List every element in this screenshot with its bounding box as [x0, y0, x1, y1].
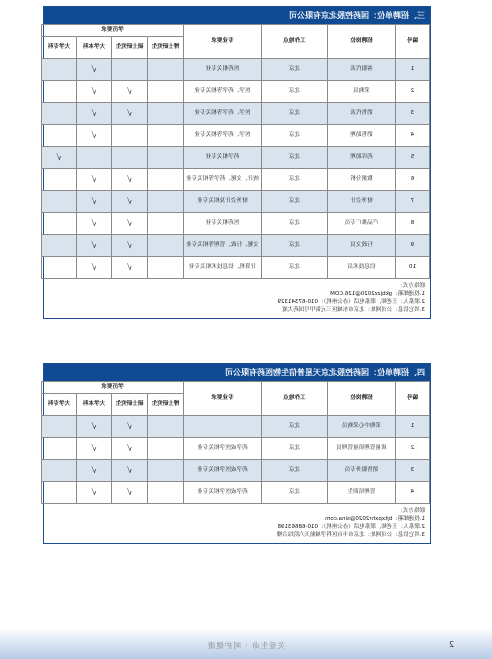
col-header-phd: 博士研究生 — [148, 37, 184, 59]
cell-no: 8 — [396, 213, 430, 235]
cell-position: 销售代表 — [328, 103, 396, 125]
cell-major: 医学、药学等相关专业 — [184, 81, 262, 103]
cell-location: 北京 — [262, 460, 328, 482]
cell-no: 4 — [396, 482, 430, 504]
cell-phd — [148, 125, 184, 147]
table-row — [41, 235, 429, 257]
cell-bachelor: √ — [77, 81, 112, 103]
cell-phd — [148, 416, 184, 438]
cell-major: 药学或医学相关专业 — [184, 438, 262, 460]
cell-no: 4 — [396, 125, 430, 147]
cell-no: 1 — [396, 416, 430, 438]
table-row — [41, 460, 429, 482]
cell-phd — [148, 257, 184, 279]
cell-location: 北京 — [262, 81, 328, 103]
cell-bachelor: √ — [77, 125, 112, 147]
cell-bachelor: √ — [77, 416, 112, 438]
col-header-education: 学历要求 — [41, 25, 183, 37]
cell-college — [41, 235, 76, 257]
cell-college — [41, 257, 76, 279]
table-row — [41, 59, 429, 81]
cell-phd — [148, 81, 184, 103]
table-row — [41, 416, 429, 438]
cell-major: 药学或医学相关专业 — [184, 482, 262, 504]
col-header-position: 招聘岗位 — [328, 382, 396, 416]
recruitment-section-3 — [43, 6, 431, 319]
cell-bachelor: √ — [77, 460, 112, 482]
cell-master — [112, 147, 148, 169]
cell-position: 产品推广专员 — [328, 213, 396, 235]
cell-major: 药学或医学相关专业 — [184, 460, 262, 482]
cell-college — [41, 213, 76, 235]
cell-location: 北京 — [262, 191, 328, 213]
table-row — [41, 147, 429, 169]
cell-location: 北京 — [262, 169, 328, 191]
contact-line: 3.其它信息：公司网址：北京市东城区三元街甲号国药大厦 — [282, 307, 425, 313]
cell-phd — [148, 235, 184, 257]
cell-no: 1 — [396, 59, 430, 81]
cell-position: 信息技术员 — [328, 257, 396, 279]
cell-location: 北京 — [262, 125, 328, 147]
cell-college — [41, 59, 76, 81]
cell-major: 医药相关专业 — [184, 213, 262, 235]
cell-college — [41, 81, 76, 103]
table-row — [41, 169, 429, 191]
cell-master — [112, 125, 148, 147]
table-row — [41, 213, 429, 235]
col-header-master: 硕士研究生 — [112, 394, 148, 416]
cell-position: 财务会计 — [328, 191, 396, 213]
footer-slogan: 关爱生命 · 呵护健康 — [206, 641, 286, 650]
cell-master: √ — [112, 235, 148, 257]
cell-college — [41, 460, 76, 482]
cell-master: √ — [112, 81, 148, 103]
cell-master: √ — [112, 191, 148, 213]
cell-position: 质量管理质量管理员 — [328, 438, 396, 460]
cell-master: √ — [112, 257, 148, 279]
contact-line: 联络方式： — [397, 508, 425, 514]
table-row — [41, 103, 429, 125]
cell-master: √ — [112, 103, 148, 125]
col-header-position: 招聘岗位 — [328, 25, 396, 59]
cell-college — [41, 103, 76, 125]
contact-line: 3.其它信息：公司网址：北京市丰台区科学城航天六院综合楼 — [276, 532, 425, 538]
cell-location: 北京 — [262, 59, 328, 81]
col-header-college: 大学专科 — [41, 37, 76, 59]
cell-major: 药学相关专业 — [184, 147, 262, 169]
cell-major: 统计、文秘、药学等相关专业 — [184, 169, 262, 191]
cell-college — [41, 416, 76, 438]
table-row — [41, 257, 429, 279]
cell-phd — [148, 438, 184, 460]
cell-phd — [148, 59, 184, 81]
cell-position: 数据分析 — [328, 169, 396, 191]
contact-line: 1.投递邮箱：bjtxpxhr2020@sina.com — [325, 516, 425, 522]
contact-info — [44, 279, 430, 318]
cell-position: 客服代表 — [328, 59, 396, 81]
cell-major: 财务会计及相关专业 — [184, 191, 262, 213]
section-title: 四、招聘单位：国药控股北京天星普信生物医药有限公司 — [44, 364, 430, 381]
cell-position: 药库助理 — [328, 147, 396, 169]
cell-college: √ — [41, 147, 76, 169]
col-header-phd: 博士研究生 — [148, 394, 184, 416]
cell-bachelor: √ — [77, 169, 112, 191]
cell-no: 2 — [396, 81, 430, 103]
cell-location: 北京 — [262, 482, 328, 504]
page-number: 2 — [448, 640, 454, 649]
cell-college — [41, 482, 76, 504]
col-header-major: 专业要求 — [184, 382, 262, 416]
jobs-table — [41, 381, 430, 504]
cell-no: 10 — [396, 257, 430, 279]
cell-position: 管理培训生 — [328, 482, 396, 504]
cell-major — [184, 416, 262, 438]
cell-position: 销售服务专员 — [328, 460, 396, 482]
cell-master: √ — [112, 438, 148, 460]
col-header-bachelor: 大学本科 — [77, 37, 112, 59]
col-header-major: 专业要求 — [184, 25, 262, 59]
cell-master: √ — [112, 213, 148, 235]
cell-master — [112, 59, 148, 81]
cell-bachelor: √ — [77, 191, 112, 213]
cell-phd — [148, 482, 184, 504]
table-row — [41, 191, 429, 213]
table-row — [41, 438, 429, 460]
col-header-college: 大学专科 — [41, 394, 76, 416]
cell-phd — [148, 103, 184, 125]
cell-college — [41, 438, 76, 460]
cell-location: 北京 — [262, 257, 328, 279]
contact-line: 2.联系人：王老师，联系电话（办公座机）：010-67341329 — [277, 299, 425, 305]
col-header-no: 编号 — [396, 25, 430, 59]
cell-location: 北京 — [262, 213, 328, 235]
cell-bachelor — [77, 147, 112, 169]
col-header-master: 硕士研究生 — [112, 37, 148, 59]
contact-line: 2.联系人：王老师，联系电话（办公座机）：010-68663198 — [277, 524, 425, 530]
col-header-no: 编号 — [396, 382, 430, 416]
cell-phd — [148, 191, 184, 213]
cell-master: √ — [112, 482, 148, 504]
cell-position: 采购中心采购员 — [328, 416, 396, 438]
cell-no: 2 — [396, 438, 430, 460]
jobs-table — [41, 24, 430, 279]
contact-line: 1.投递邮箱：gkbjzz2020@126.COM — [330, 291, 425, 297]
cell-no: 3 — [396, 103, 430, 125]
col-header-location: 工作地点 — [262, 25, 328, 59]
cell-master: √ — [112, 169, 148, 191]
cell-phd — [148, 460, 184, 482]
cell-college — [41, 191, 76, 213]
cell-major: 医学、药学等相关专业 — [184, 125, 262, 147]
cell-bachelor: √ — [77, 59, 112, 81]
cell-bachelor: √ — [77, 257, 112, 279]
cell-master: √ — [112, 460, 148, 482]
cell-location: 北京 — [262, 438, 328, 460]
cell-phd — [148, 169, 184, 191]
cell-no: 6 — [396, 169, 430, 191]
contact-info — [44, 504, 430, 543]
cell-major: 文秘、行政、管理等相关专业 — [184, 235, 262, 257]
cell-master: √ — [112, 416, 148, 438]
cell-location: 北京 — [262, 103, 328, 125]
cell-major: 医药相关专业 — [184, 59, 262, 81]
table-row — [41, 81, 429, 103]
cell-position: 采购员 — [328, 81, 396, 103]
cell-bachelor: √ — [77, 213, 112, 235]
cell-bachelor: √ — [77, 482, 112, 504]
cell-no: 5 — [396, 147, 430, 169]
cell-position: 销售助理 — [328, 125, 396, 147]
col-header-education: 学历要求 — [41, 382, 183, 394]
cell-bachelor: √ — [77, 103, 112, 125]
col-header-location: 工作地点 — [262, 382, 328, 416]
col-header-bachelor: 大学本科 — [77, 394, 112, 416]
cell-position: 行政文员 — [328, 235, 396, 257]
cell-phd — [148, 213, 184, 235]
cell-no: 9 — [396, 235, 430, 257]
cell-location: 北京 — [262, 416, 328, 438]
cell-college — [41, 125, 76, 147]
contact-line: 联络方式： — [397, 283, 425, 289]
cell-bachelor: √ — [77, 235, 112, 257]
cell-major: 计算机、信息技术相关专业 — [184, 257, 262, 279]
cell-no: 7 — [396, 191, 430, 213]
table-row — [41, 482, 429, 504]
cell-location: 北京 — [262, 147, 328, 169]
cell-location: 北京 — [262, 235, 328, 257]
recruitment-section-4 — [43, 363, 431, 544]
cell-no: 3 — [396, 460, 430, 482]
table-row — [41, 125, 429, 147]
cell-bachelor: √ — [77, 438, 112, 460]
cell-major: 医学、药学等相关专业 — [184, 103, 262, 125]
cell-phd — [148, 147, 184, 169]
section-title: 三、招聘单位：国药控股北京有限公司 — [44, 7, 430, 24]
cell-college — [41, 169, 76, 191]
